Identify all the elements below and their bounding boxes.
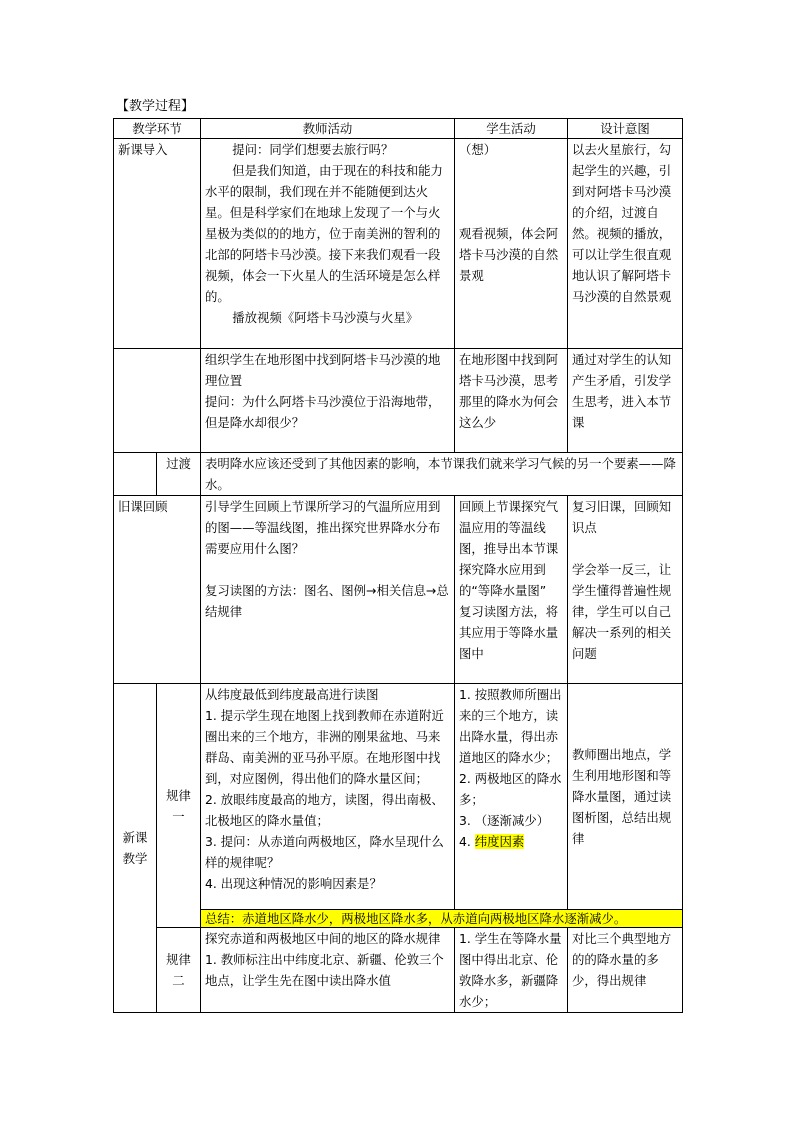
transition-stage-empty xyxy=(114,453,157,496)
new-lesson-stage-text: 新课教学 xyxy=(122,830,148,866)
row-review xyxy=(114,496,683,684)
row-locate xyxy=(114,349,683,453)
intro-teacher-p3: 播放视频《阿塔卡马沙漠与火星》 xyxy=(232,310,419,325)
review-student-p2: 复习读图方法，将其应用于等降水量图中 xyxy=(459,604,559,661)
rule1-teacher-line-1: 1. 提示学生现在地图上找到教师在赤道附近圈出来的三个地方，非洲的刚果盆地、马来群岛、南美洲的亚马孙平原。在地形图中找到，对应图例，得出他们的降水量区间； xyxy=(205,708,444,786)
intro-teacher-p1: 提问：同学们想要去旅行吗？ xyxy=(232,142,394,157)
rule2-teacher-line-0: 探究赤道和两极地区中间的地区的降水规律 xyxy=(205,931,441,946)
intro-student-p1: （想） xyxy=(459,142,497,157)
locate-student: 在地形图中找到阿塔卡马沙漠，思考那里的降水为何会这么少 xyxy=(455,349,568,453)
row-intro xyxy=(114,139,683,349)
rule2-intent: 对比三个典型地方的的降水量的多少，得出规律 xyxy=(568,928,683,1013)
rule1-label-cell xyxy=(157,684,201,928)
review-intent-p1: 复习旧课，回顾知识点 xyxy=(572,499,672,535)
rule1-student-line-3 xyxy=(459,831,563,852)
locate-intent: 通过对学生的认知产生矛盾，引发学生思考，进入本节课 xyxy=(568,349,683,453)
review-intent-p2: 学会举一反三，让学生懂得普遍性规律，学生可以自己解决一系列的相关问题 xyxy=(572,562,672,661)
review-student xyxy=(455,496,568,684)
rule1-student-line-2: 3. （逐渐减少） xyxy=(459,813,550,828)
review-intent xyxy=(568,496,683,684)
rule2-teacher xyxy=(201,928,455,1013)
row-rule1 xyxy=(114,684,683,910)
locate-teacher-p1: 组织学生在地形图中找到阿塔卡马沙漠的地理位置 xyxy=(205,352,441,388)
rule1-student-line-0: 1. 按照教师所圈出来的三个地方，读出降水量，得出赤道地区的降水少； xyxy=(459,687,562,765)
rule1-teacher-line-2: 2. 放眼纬度最高的地方，读图，得出南极、北极地区的降水量值； xyxy=(205,792,444,828)
rule1-teacher-line-4: 4. 出现这种情况的影响因素是？ xyxy=(205,876,382,891)
rule2-label: 规律二 xyxy=(166,952,191,988)
rule2-teacher-line-1: 1. 教师标注出中纬度北京、新疆、伦敦三个地点，让学生先在图中读出降水值 xyxy=(205,952,444,988)
review-teacher-p1: 引导学生回顾上节课所学习的气温所应用到的图——等温线图，推出探究世界降水分布需要应用什么图？ xyxy=(205,499,441,556)
intro-teacher xyxy=(201,139,455,349)
header-row xyxy=(114,119,683,139)
transition-label: 过渡 xyxy=(157,453,201,496)
intro-stage: 新课导入 xyxy=(114,139,201,349)
rule1-label: 规律一 xyxy=(166,787,191,824)
intro-teacher-p2: 但是我们知道，由于现在的科技和能力水平的限制，我们现在并不能随便到达火星。但是科学家们在地球上发现了一个与火星极为类似的的地方，位于南美洲的智利的北部的阿塔卡马沙漠。接下来我们观看一段视频，体会一下火星人的生活环境是怎么样的。 xyxy=(205,163,443,304)
header-student: 学生活动 xyxy=(455,119,568,139)
header-intent: 设计意图 xyxy=(568,119,683,139)
header-teacher: 教师活动 xyxy=(201,119,455,139)
review-teacher xyxy=(201,496,455,684)
rule1-student xyxy=(455,684,568,910)
rule1-student-hl-prefix: 4. xyxy=(459,834,475,849)
rule1-intent: 教师圈出地点，学生利用地形图和等降水量图，通过读图析图，总结出规律 xyxy=(568,684,683,910)
locate-teacher-p2: 提问：为什么阿塔卡马沙漠位于沿海地带，但是降水却很少？ xyxy=(205,394,441,430)
rule1-teacher-line-3: 3. 提问：从赤道向两极地区，降水呈现什么样的规律呢？ xyxy=(205,834,444,870)
row-transition xyxy=(114,453,683,496)
rule2-student: 1. 学生在等降水量图中得出北京、伦敦降水多，新疆降水少； xyxy=(455,928,568,1013)
review-stage: 旧课回顾 xyxy=(114,496,201,684)
intro-student-p2: 观看视频，体会阿塔卡马沙漠的自然景观 xyxy=(459,226,559,283)
rule1-student-line-1: 2. 两极地区的降水多； xyxy=(459,771,562,807)
locate-stage xyxy=(114,349,201,453)
new-lesson-stage xyxy=(114,684,157,1013)
section-title: 【教学过程】 xyxy=(116,99,195,114)
row-rule2 xyxy=(114,928,683,1013)
transition-text: 表明降水应该还受到了其他因素的影响，本节课我们就来学习气候的另一个要素——降水。 xyxy=(201,453,683,496)
locate-teacher xyxy=(201,349,455,453)
header-stage: 教学环节 xyxy=(114,119,201,139)
rule1-student-highlight: 纬度因素 xyxy=(474,834,525,849)
review-student-p1: 回顾上节课探究气温应用的等温线图，推导出本节课探究降水应用到的“等降水量图” xyxy=(459,499,559,598)
rule2-label-cell xyxy=(157,928,201,1013)
lesson-table xyxy=(113,118,683,1013)
rule1-summary: 总结：赤道地区降水少，两极地区降水多，从赤道向两极地区降水逐渐减少。 xyxy=(201,910,683,928)
review-teacher-p2: 复习读图的方法：图名、图例→相关信息→总结规律 xyxy=(205,583,449,619)
intro-student xyxy=(455,139,568,349)
rule1-teacher-line-0: 从纬度最低到纬度最高进行读图 xyxy=(205,687,379,702)
rule1-teacher xyxy=(201,684,455,910)
intro-intent: 以去火星旅行，勾起学生的兴趣，引到对阿塔卡马沙漠的介绍，过渡自然。视频的播放，可以让学生很直观地认识了解阿塔卡马沙漠的自然景观 xyxy=(568,139,683,349)
